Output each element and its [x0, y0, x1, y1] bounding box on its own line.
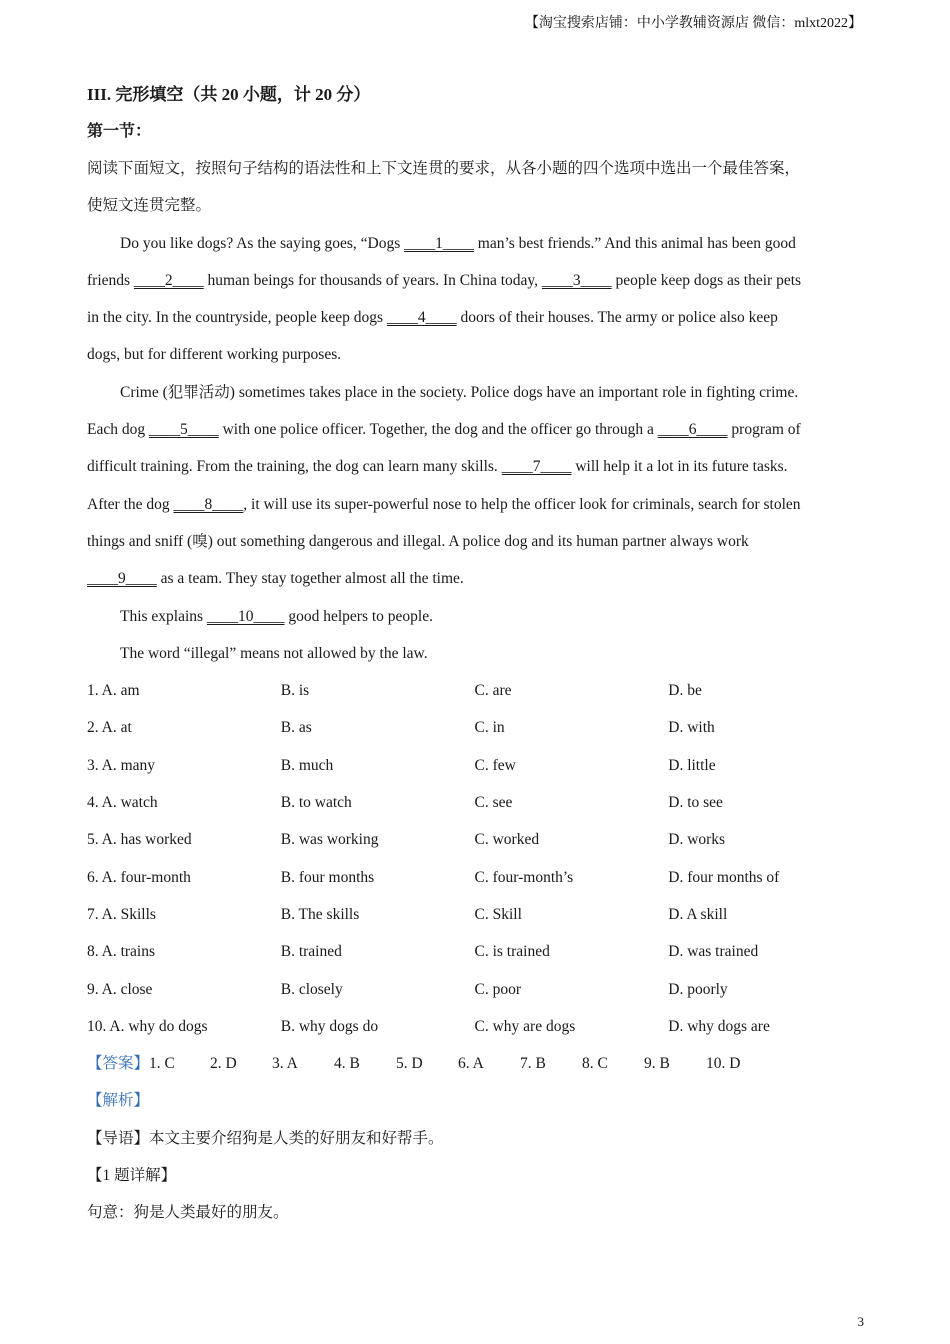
- passage-line: things and sniff (嗅) out something dangerous and illegal. A police dog and its human partner always work: [87, 532, 749, 550]
- answer-item: 7. B: [520, 1055, 546, 1073]
- blank-4: ____4____: [386, 309, 457, 327]
- answer-item: 2. D: [210, 1055, 237, 1073]
- option-row: 8. A. trains B. trained C. is trained D. was trained: [87, 943, 759, 961]
- question-1-title: 【1 题详解】: [87, 1167, 177, 1185]
- blank-10: ____10____: [206, 607, 285, 625]
- passage-line: Each dog ____5____ with one police officer. Together, the dog and the officer go through a ____6____ program of: [87, 421, 801, 439]
- answer-key: [87, 1045, 862, 1082]
- passage-line: difficult training. From the training, the dog can learn many skills. ____7____ will help it a lot in its future tasks.: [87, 458, 788, 476]
- passage-line: Crime (犯罪活动) sometimes takes place in the society. Police dogs have an important role in fighting crime.: [120, 383, 799, 401]
- passage-line: After the dog ____8____, it will use its super-powerful nose to help the officer look for criminals, search for stolen: [87, 495, 801, 513]
- answer-item: 8. C: [582, 1055, 608, 1073]
- passage-line: in the city. In the countryside, people keep dogs ____4____ doors of their houses. The army or police also keep: [87, 309, 778, 327]
- page-number: 3: [857, 1314, 864, 1329]
- passage-line: friends ____2____ human beings for thousands of years. In China today, ____3____ people keep dogs as their pets: [87, 271, 802, 289]
- blank-6: ____6____: [657, 421, 728, 439]
- blank-9: ____9____: [87, 570, 157, 588]
- header-note: 【淘宝搜索店铺：中小学教辅资源店 微信：mlxt2022】: [524, 16, 862, 31]
- blank-2: ____2____: [133, 271, 204, 289]
- answer-item: 10. D: [706, 1055, 741, 1073]
- question-1-text: 句意：狗是人类最好的朋友。: [87, 1204, 289, 1222]
- passage-line: ____9____ as a team. They stay together almost all the time.: [87, 570, 464, 588]
- analysis-label: 【解析】: [87, 1092, 150, 1110]
- blank-1: ____1____: [404, 234, 474, 252]
- answer-item: 3. A: [272, 1055, 298, 1073]
- passage-line: Do you like dogs? As the saying goes, “Dogs ____1____ man’s best friends.” And this animal has been good: [120, 234, 796, 252]
- options-list: [87, 672, 862, 1045]
- option-row: 2. A. at B. as C. in D. with: [87, 719, 715, 737]
- option-row: 4. A. watch B. to watch C. see D. to see: [87, 794, 723, 812]
- blank-7: ____7____: [501, 458, 572, 476]
- option-row: 6. A. four-month B. four months C. four-month’s D. four months of: [87, 868, 780, 886]
- option-row: 3. A. many B. much C. few D. little: [87, 756, 716, 774]
- passage-line: This explains ____10____ good helpers to people.: [120, 607, 433, 625]
- answer-item: 1. C: [149, 1055, 175, 1073]
- option-row: 10. A. why do dogs B. why dogs do C. why are dogs D. why dogs are: [87, 1017, 770, 1035]
- instruction-line-1: 阅读下面短文，按照句子结构的语法性和上下文连贯的要求，从各小题的四个选项中选出一个最佳答案，: [87, 160, 801, 177]
- instruction-line-2: 使短文连贯完整。: [87, 197, 212, 215]
- answer-item: 9. B: [644, 1055, 670, 1073]
- guide-text: 【导语】本文主要介绍狗是人类的好朋友和好帮手。: [87, 1129, 444, 1147]
- document-body: [87, 76, 862, 1232]
- option-row: 5. A. has worked B. was working C. worked D. works: [87, 831, 726, 849]
- passage-line: dogs, but for different working purposes.: [87, 346, 342, 364]
- blank-3: ____3____: [541, 271, 612, 289]
- answer-item: 4. B: [334, 1055, 360, 1073]
- section-title: III. 完形填空（共 20 小题，计 20 分）: [87, 85, 371, 104]
- answer-item: 5. D: [396, 1055, 423, 1073]
- blank-8: ____8____: [173, 495, 244, 513]
- part-title: 第一节：: [87, 123, 152, 140]
- passage-line: The word “illegal” means not allowed by the law.: [120, 644, 428, 662]
- answer-label: 【答案】: [87, 1055, 150, 1073]
- answer-item: 6. A: [458, 1055, 484, 1073]
- blank-5: ____5____: [148, 421, 219, 439]
- option-row: 9. A. close B. closely C. poor D. poorly: [87, 980, 728, 998]
- option-row: 1. A. am B. is C. are D. be: [87, 682, 702, 700]
- option-row: 7. A. Skills B. The skills C. Skill D. A skill: [87, 905, 728, 923]
